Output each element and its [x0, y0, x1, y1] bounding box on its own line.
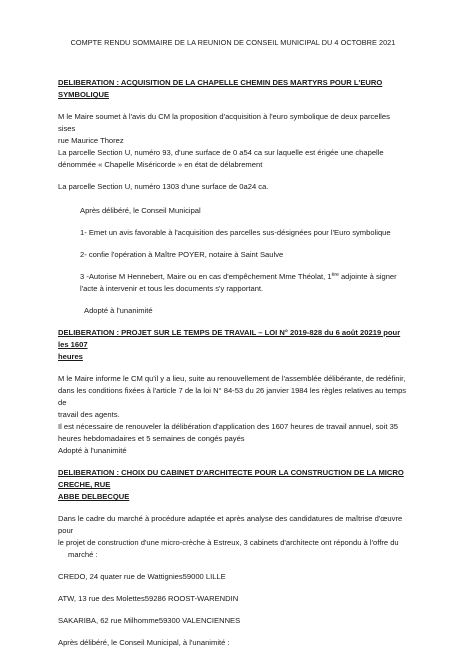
candidate-address: ATW, 13 rue des Molettes59286 ROOST-WARENDIN: [58, 594, 239, 603]
adopted-note: Adopté à l'unanimité: [84, 306, 153, 315]
section-heading: DELIBERATION : PROJET SUR LE TEMPS DE TRAVAIL – LOI N° 2019-828 du 6 août 20219 pour les 1607: [58, 328, 401, 349]
paragraph-line: rue Maurice Thorez: [58, 136, 124, 145]
paragraph-line: travail des agents.: [58, 410, 120, 419]
list-item: 2- confie l'opération à Maître POYER, notaire à Saint Saulve: [80, 250, 284, 259]
item-text: 3 -Autorise M Hennebert, Maire ou en cas d'empêchement Mme Théolat, 1: [80, 272, 332, 281]
section-heading: DELIBERATION : CHOIX DU CABINET D'ARCHITECTE POUR LA CONSTRUCTION DE LA MICRO CRECHE, RUE: [58, 468, 404, 489]
paragraph-line: heures hebdomadaires et 5 semaines de congés payés: [58, 434, 245, 443]
list-item: [58, 271, 408, 283]
ordinal-superscript: ère: [331, 272, 339, 278]
report-title: COMPTE RENDU SOMMAIRE DE LA REUNION DE CONSEIL MUNICIPAL DU 4 OCTOBRE 2021: [70, 38, 396, 47]
adopted-note: Adopté à l'unanimité: [58, 446, 127, 455]
paragraph-line: Après délibéré, le Conseil Municipal, à l'unanimité :: [58, 638, 230, 647]
candidate-address: SAKARIBA, 62 rue Milhomme59300 VALENCIENNES: [58, 616, 241, 625]
section-chapel: [58, 77, 408, 317]
section-heading: ABBE DELBECQUE: [58, 492, 130, 501]
paragraph-line: marché :: [68, 550, 98, 559]
paragraph-line: La parcelle Section U, numéro 93, d'une surface de 0 a54 ca sur laquelle est érigée une chapelle: [58, 148, 384, 157]
section-working-time: [58, 327, 408, 457]
paragraph-line: dénommée « Chapelle Miséricorde » en état de délabrement: [58, 160, 263, 169]
section-architect: [58, 467, 408, 649]
paragraph-line: M le Maire informe le CM qu'il y a lieu, suite au renouvellement de l'assemblée délibérante, de redéfinir,: [58, 374, 406, 383]
item-text: adjointe à signer: [338, 272, 397, 281]
paragraph-line: Il est nécessaire de renouveler la délibération d'application des 1607 heures de travail annuel, soit 35: [58, 422, 399, 431]
paragraph-line: Dans le cadre du marché à procédure adaptée et après analyse des candidatures de maîtrise d'œuvre pour: [58, 514, 403, 535]
candidate-address: CREDO, 24 quater rue de Wattignies59000 LILLE: [58, 572, 226, 581]
paragraph-line: le projet de construction d'une micro-crèche à Estreux, 3 cabinets d'architecte ont répondu à l'offre du: [58, 538, 399, 547]
paragraph-line: Après délibéré, le Conseil Municipal: [80, 206, 201, 215]
list-item: l'acte à intervenir et tous les documents s'y rapportant.: [80, 284, 264, 293]
list-item: 1- Emet un avis favorable à l'acquisition des parcelles sus-désignées pour l'Euro symbolique: [80, 228, 391, 237]
paragraph-line: dans les conditions fixées à l'article 7 de la loi N° 84-53 du 26 janvier 1984 les règles relatives au temps de: [58, 386, 407, 407]
section-heading: DELIBERATION : ACQUISITION DE LA CHAPELLE CHEMIN DES MARTYRS POUR L'EURO SYMBOLIQUE: [58, 78, 383, 99]
paragraph-line: M le Maire soumet à l'avis du CM la proposition d'acquisition à l'euro symbolique de deux parcelles sises: [58, 112, 390, 133]
section-heading: heures: [58, 352, 83, 361]
paragraph-line: La parcelle Section U, numéro 1303 d'une surface de 0a24 ca.: [58, 182, 269, 191]
